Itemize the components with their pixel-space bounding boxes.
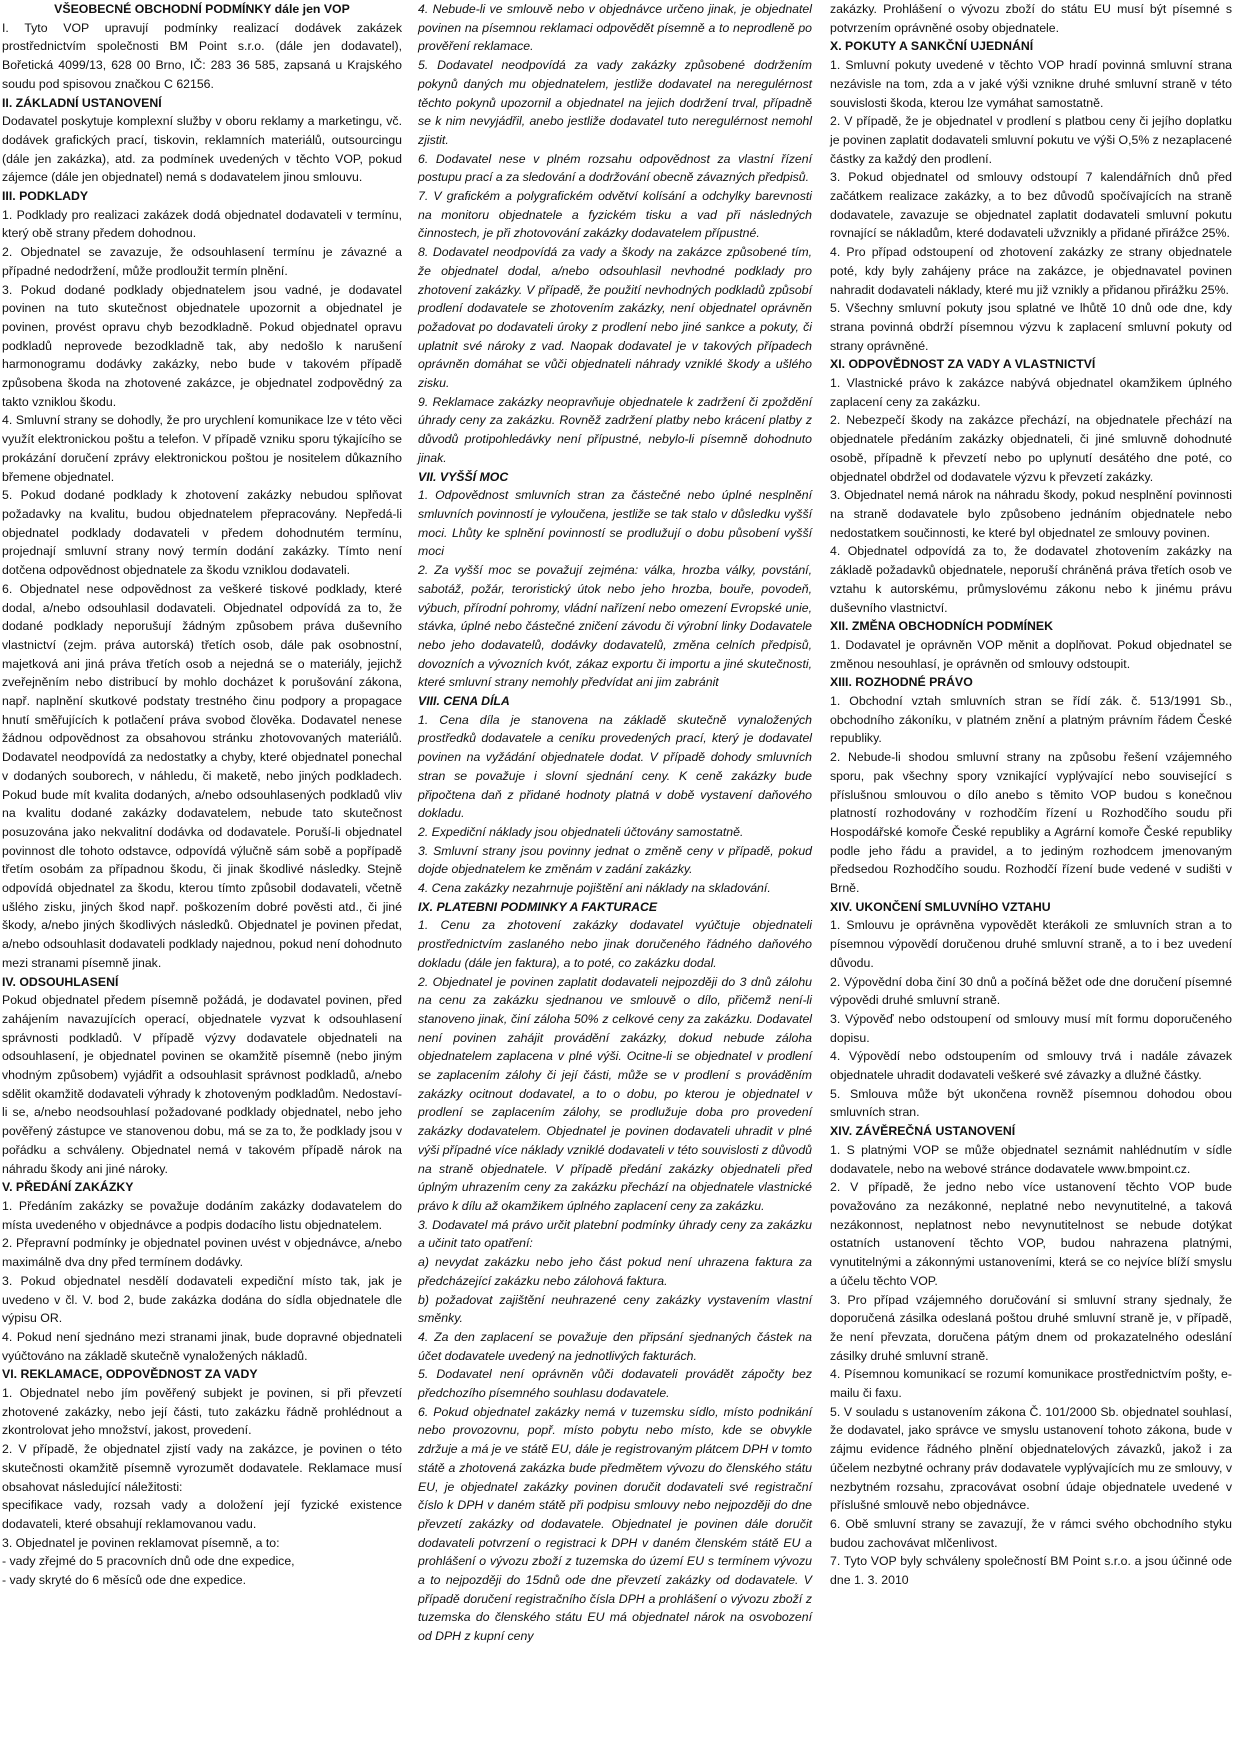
paragraph: specifikace vady, rozsah vady a doložení její fyzické existence dodavateli, které obsahují reklamovanou vadu. bbox=[2, 1498, 402, 1531]
section-heading: XIV. ZÁVĚREČNÁ USTANOVENÍ bbox=[830, 1124, 1016, 1139]
section bbox=[418, 0, 812, 468]
paragraph: 3. Výpověď nebo odstoupení od smlouvy musí mít formu doporučeného dopisu. bbox=[830, 1011, 1232, 1045]
paragraph: 2. Objednatel se zavazuje, že odsouhlasení termínu je závazné a případné nedodržení, může prodloužit termín plnění. bbox=[2, 245, 402, 278]
paragraph: 5. Dodavatel není oprávněn vůči dodavateli provádět zápočty bez předchozího písemného souhlasu dodavatele. bbox=[418, 1367, 813, 1401]
paragraph: 4. Cena zakázky nezahrnuje pojištění ani náklady na skladování. bbox=[418, 881, 771, 896]
column-1 bbox=[0, 0, 412, 1753]
paragraph: 2. V případě, že objednatel zjistí vady na zakázce, je povinen o této skutečnosti okamžitě písemně vyrozumět dodavatele. Reklamace musí obsahovat následující náležitosti: bbox=[2, 1442, 402, 1494]
paragraph: 4. Nebude-li ve smlouvě nebo v objednávce určeno jinak, je objednatel povinen na písemnou reklamaci odpovědět písemně a to neprodleně po prověření reklamace. bbox=[418, 2, 813, 54]
section bbox=[2, 1178, 402, 1365]
paragraph: 4. Pokud není sjednáno mezi stranami jinak, bude dopravné objednateli vyúčtováno na základě skutečně vynaložených nákladů. bbox=[2, 1329, 402, 1363]
paragraph: 6. Obě smluvní strany se zavazují, že v rámci svého obchodního styku budou zachovávat mlčenlivost. bbox=[830, 1516, 1232, 1550]
paragraph: 4. Objednatel odpovídá za to, že dodavatel zhotovením zakázky na základě požadavků objednatele, neporuší chráněná práva třetích osob ve vztahu k autorskému, průmyslovému zákonu nebo k jinému právu duševního vlastnictví. bbox=[830, 544, 1232, 615]
paragraph: 1. Odpovědnost smluvních stran za částečné nebo úplné nesplnění smluvních povinností je vyloučena, jestliže se tak stalo v důsledku vyšší moci. Lhůty ke splnění povinností se prodlužují o dobu působení vyšší moci bbox=[418, 488, 813, 559]
paragraph: 1. Smlouvu je oprávněna vypovědět kterákoli ze smluvních stran a to písemnou výpovědí doručenou druhé smluvní straně, a to i bez uvedení důvodu. bbox=[830, 918, 1232, 970]
paragraph: b) požadovat zajištění neuhrazené ceny zakázky vystavením vlastní směnky. bbox=[418, 1292, 813, 1326]
paragraph: Pokud objednatel předem písemně požádá, je dodavatel povinen, před zahájením navazujících operací, objednatele vyzvat k odsouhlasení správnosti podkladů. V případě výzvy dodavatele objednateli na odsouhlasení, je objednatel povinen se okamžitě písemně (nebo jiným vhodným způsobem) vyjádřit a odsouhlasit správnost podkladů, a/nebo sdělit okamžitě dodavateli výhrady k zhotoveným podkladům. Nedostaví-li se, a/nebo neodsouhlasí požadované podklady objednatel, nebo jeho pověřený zástupce ve stanovenou dobu, má se za to, že podklady jsou v pořádku a schváleny. Objednatel nemá v takovém případě nárok na náhradu škody ani jiné nároky. bbox=[2, 993, 402, 1176]
section-heading: IX. PLATEBNI PODMINKY A FAKTURACE bbox=[418, 899, 658, 914]
section bbox=[2, 94, 402, 188]
paragraph: 6. Objednatel nese odpovědnost za veškeré tiskové podklady, které dodal, a/nebo odsouhlasil dodavateli. Objednatel odpovídá za to, že dodané podklady neporušují žádným způsobem práva duševního vlastnictví (zejm. práva autorská) třetích osob, dále pak osobnostní, majetková ani jiná práva třetích osob a nejedná se o materiály, jejichž zveřejněním nebo distribucí by mohlo docházet k porušování zákona, např. naplnění skutkové podstaty trestného činu podpory a propagace hnutí směřujících k potlačení práva svobod člověka. Dodavatel nenese žádnou odpovědnost za obsahovou stránku zhotovovaných materiálů. Dodavatel neodpovídá za nedostatky a chyby, které objednatel ponechal v dodaných souborech, v náhledu, či maketě, nebo jiných podkladech. Pokud bude mít kvalita dodaných, a/nebo odsouhlasených podkladů vliv na kvalitu dodané zakázky dodavatelem, nebude tato skutečnost posuzována jako nekvalitní dodávka od dodavatele. Poruší-li objednatel povinnost dle tohoto odstavce, odpovídá výlučně sám sobě a popřípadě třetím osobám za případnou škodu, či jinak škodlivé následky. Stejně odpovídá objednatel za škodu, kterou tímto způsobil dodavateli, včetně ušlého zisku, jiných škod např. poškozením dobré pověsti atd., či jiné škody, a/nebo jiných škodlivých následků. Objednatel je povinen předat, a/nebo odsouhlasit dodavateli podklady najednou, pokud není dohodnuto mezi stranami písemně jinak. bbox=[2, 581, 402, 970]
section-heading: VI. REKLAMACE, ODPOVĚDNOST ZA VADY bbox=[2, 1367, 258, 1382]
paragraph: 7. V grafickém a polygrafickém odvětví kolísání a odchylky barevnosti na monitoru objednatele a fyzickém tisku a vad při následných činnostech, je při zhotovování zakázky dodavatelem přípustné. bbox=[418, 189, 813, 241]
paragraph: - vady zřejmé do 5 pracovních dnů ode dne expedice, bbox=[2, 1554, 295, 1569]
paragraph: 9. Reklamace zakázky neopravňuje objednatele k zadržení či zpoždění úhrady ceny za zakázku. Rovněž zadržení platby nebo krácení platby z důvodů protipohledávky není přípustné, nebylo-li písemně dohodnuto jinak. bbox=[418, 394, 813, 465]
section-heading: XIII. ROZHODNÉ PRÁVO bbox=[830, 675, 973, 690]
paragraph: a) nevydat zakázku nebo jeho část pokud není uhrazena faktura za předcházející zakázku nebo zálohová faktura. bbox=[418, 1255, 813, 1288]
section bbox=[2, 187, 402, 973]
paragraph: 1. Předáním zakázky se považuje dodáním zakázky dodavatelem do místa uvedeného v objednávce a podpis dodacího listu objednatelem. bbox=[2, 1199, 402, 1232]
section-heading: IV. ODSOUHLASENÍ bbox=[2, 974, 119, 989]
paragraph: 3. Objednatel je povinen reklamovat písemně, a to: bbox=[2, 1535, 280, 1550]
paragraph: I. Tyto VOP upravují podmínky realizací dodávek zakázek prostřednictvím společnosti BM Point s.r.o. (dále jen dodavatel), Bořetická 4099/13, 628 00 Brno, IČ: 283 36 585, zapsaná u Krajského soudu pod spisovou značkou C 62156. bbox=[2, 20, 402, 91]
section-heading: X. POKUTY A SANKČNÍ UJEDNÁNÍ bbox=[830, 39, 1034, 54]
paragraph: 2. Za vyšší moc se považují zejména: válka, hrozba války, povstání, sabotáž, požár, teroristický útok nebo jeho hrozba, bouře, povodeň, výbuch, přírodní pohromy, vládní nařízení nebo omezení Evropské unie, stávka, úplné nebo částečné zničení závodu či výrobní linky Dodavatele nebo jeho dodavatelů, dodávky dodavatelů, změna celních předpisů, dovozních a vývozních kvót, zákaz exportu či importu a jiné skutečnosti, které smluvní strany nemohly předvídat ani jim zabránit bbox=[418, 563, 813, 690]
paragraph: 3. Pokud objednatel nesdělí dodavateli expediční místo tak, jak je uvedeno v čl. V. bod 2, bude zakázka dodána do sídla objednatele dle výpisu OR. bbox=[2, 1273, 402, 1326]
paragraph: 3. Smluvní strany jsou povinny jednat o změně ceny v případě, pokud dojde objednatelem ke změnám v zadání zakázky. bbox=[418, 843, 813, 877]
paragraph: 3. Pokud objednatel od smlouvy odstoupí 7 kalendářních dnů před začátkem realizace zakázky, a to bez důvodů spočívajících na straně dodavatele, zavazuje se objednatel zaplatit dodavateli smluvní pokutu rovnající se nákladům, které dodavateli užvznikly a přidané přirážce 25%. bbox=[830, 170, 1232, 241]
paragraph: 1. Cenu za zhotovení zakázky dodavatel vyúčtuje objednateli prostřednictvím zaslaného nebo jinak doručeného řádného daňového dokladu (dále jen faktura), a to poté, co zakázku dodal. bbox=[418, 918, 813, 970]
paragraph: 5. Všechny smluvní pokuty jsou splatné ve lhůtě 10 dnů ode dne, kdy strana povinná obdrží písemnou výzvu k zaplacení smluvní pokuty od strany oprávněné. bbox=[830, 301, 1232, 353]
section bbox=[418, 692, 812, 898]
paragraph: 5. Pokud dodané podklady k zhotovení zakázky nebudou splňovat požadavky na kvalitu, budou objednatelem přepracovány. Nepředá-li objednatel podklady dodavateli v předem dohodnutém termínu, projednají smluvní strany nový termín dodání zakázky. Tímto není dotčena odpovědnost objednatele za škodu vzniklou dodavateli. bbox=[2, 488, 402, 578]
paragraph: 3. Pro případ vzájemného doručování si smluvní strany sjednaly, že doporučená zásilka odeslaná poštou druhé smluvní straně je, v případě, že není převzata, doručena pátým dnem od prokazatelného odeslání zásilky druhé smluvní straně. bbox=[830, 1292, 1232, 1363]
section-heading: VII. VYŠŠÍ MOC bbox=[418, 469, 509, 484]
section bbox=[830, 0, 1232, 37]
section bbox=[830, 355, 1232, 617]
paragraph: 3. Objednatel nemá nárok na náhradu škody, pokud nesplnění povinnosti na straně dodavatele bylo způsobeno jednáním objednatele nebo nedostatkem součinnosti, ke které byl objednatel ze smlouvy povinen. bbox=[830, 488, 1232, 540]
paragraph: 2. Expediční náklady jsou objednateli účtovány samostatně. bbox=[418, 824, 744, 839]
column-2 bbox=[412, 0, 824, 1753]
section bbox=[418, 898, 812, 1646]
section-heading: II. ZÁKLADNÍ USTANOVENÍ bbox=[2, 95, 162, 110]
section bbox=[418, 468, 812, 692]
document-title: VŠEOBECNÉ OBCHODNÍ PODMÍNKY dále jen VOP bbox=[54, 2, 350, 16]
column-3 bbox=[824, 0, 1236, 1753]
section bbox=[830, 898, 1232, 1122]
section bbox=[830, 673, 1232, 897]
paragraph: 5. Dodavatel neodpovídá za vady zakázky způsobené dodržením pokynů daných mu objednatelem, jestliže dodavatel na neregulérnost těchto pokynů upozornil a objednatel na jejich dodržení trval, případně se k nim nevyjádřil, anebo jestliže dodavatel tuto neregulérnost nemohl zjistit. bbox=[418, 58, 813, 147]
section bbox=[2, 973, 402, 1179]
paragraph: 2. V případě, že je objednatel v prodlení s platbou ceny či jejího doplatku je povinen zaplatit dodavateli smluvní pokutu ve výši O,5% z nezaplacené částky za každý den prodlení. bbox=[830, 114, 1232, 166]
section bbox=[2, 1365, 402, 1589]
paragraph: 2. Nebezpečí škody na zakázce přechází, na objednatele přechází na objednatele předáním zakázky objednateli, či jiné smluvně dohodnuté osobě, případně k převzetí nebo po uplynutí desátého dne poté, co objednatel obdržel od dodavatele výzvu k převzetí zakázky. bbox=[830, 413, 1232, 484]
paragraph: 1. Obchodní vztah smluvních stran se řídí zák. č. 513/1991 Sb., obchodního zákoníku, v platném znění a platným právním řádem České republiky. bbox=[830, 694, 1232, 746]
section bbox=[830, 1122, 1232, 1590]
section-heading: VIII. CENA DÍLA bbox=[418, 694, 510, 709]
section-heading: XIV. UKONČENÍ SMLUVNÍHO VZTAHU bbox=[830, 899, 1051, 914]
paragraph: 4. Pro případ odstoupení od zhotovení zakázky ze strany objednatele poté, kdy byly zahájeny práce na zakázce, je objednavatel povinen nahradit dodavateli náklady, které mu již vznikly a přidanou přirážku 25%. bbox=[830, 245, 1232, 297]
paragraph: 3. Pokud dodané podklady objednatelem jsou vadné, je dodavatel povinen na tuto skutečnost objednatele upozornit a objednatel je povinen, provést opravu chyb bezodkladně. Pokud objednatel opravu podkladů neprovede bezodkladně tak, aby nedošlo k narušení harmonogramu dodávky zakázky, nebo bude v takovém případě způsobena škoda na zhotovené zakázce, je objednatel zodpovědný za takto vzniklou škodu. bbox=[2, 282, 402, 409]
paragraph: zakázky. Prohlášení o vývozu zboží do státu EU musí být písemné s potvrzením oprávněné osoby objednatele. bbox=[830, 2, 1232, 35]
section-heading: XII. ZMĚNA OBCHODNÍCH PODMÍNEK bbox=[830, 619, 1053, 634]
section-heading: XI. ODPOVĚDNOST ZA VADY A VLASTNICTVÍ bbox=[830, 357, 1096, 372]
paragraph: Dodavatel poskytuje komplexní služby v oboru reklamy a marketingu, vč. dodávek grafických prací, tiskovin, reklamních materiálů, outsourcingu (dále jen zakázka), atd. za podmínek uvedených v těchto VOP, pokud zájemce (dále jen objednatel) nemá s dodavatelem jinou smlouvu. bbox=[2, 114, 402, 185]
paragraph: 4. Za den zaplacení se považuje den připsání sjednaných částek na účet dodavatele uvedený na jednotlivých fakturách. bbox=[418, 1329, 813, 1363]
section bbox=[830, 37, 1232, 355]
paragraph: 2. V případě, že jedno nebo více ustanovení těchto VOP bude považováno za nezákonné, neplatné nebo nevynutitelné, a taková nezákonnost, neplatnost nebo nevynutitelnost se nebude dotýkat ostatních ustanovení těchto VOP, budou nahrazena platnými, vynutitelnými a zákonnými ustanoveními, která se co nejvíce blíží smyslu a účelu těchto VOP. bbox=[830, 1180, 1232, 1288]
paragraph: 1. Smluvní pokuty uvedené v těchto VOP hradí povinná smluvní strana nezávisle na tom, zda a v jaké výši vznikne druhé smluvní straně v této souvislosti škoda, kterou lze vymáhat samostatně. bbox=[830, 58, 1232, 110]
paragraph: 2. Nebude-li shodou smluvní strany na způsobu řešení vzájemného sporu, pak všechny spory vznikající vyplývající nebo související s příslušnou smlouvou o dílo anebo s těmito VOP budou s konečnou platností rozhodovány v rozhodčím řízení u Rozhodčího soudu při Hospodářské komoře České republiky a Agrární komoře České republiky podle jeho řádu a pravidel, a to jediným rozhodcem jmenovaným předsedou Rozhodčího soudu. Rozhodčí řízení bude vedené v sudišti v Brně. bbox=[830, 750, 1232, 896]
section-heading: III. PODKLADY bbox=[2, 189, 89, 204]
paragraph: 2. Přepravní podmínky je objednatel povinen uvést v objednávce, a/nebo maximálně dva dny před termínem dodávky. bbox=[2, 1236, 402, 1270]
section bbox=[2, 19, 402, 94]
paragraph: 1. Podklady pro realizaci zakázek dodá objednatel dodavateli v termínu, který obě strany předem dohodnou. bbox=[2, 207, 402, 241]
paragraph: 6. Dodavatel nese v plném rozsahu odpovědnost za vlastní řízení postupu prací a za sledování a dodržování obecně závazných předpisů. bbox=[418, 151, 813, 185]
paragraph: 2. Objednatel je povinen zaplatit dodavateli nejpozději do 3 dnů zálohu na cenu za zakázku sjednanou ve smlouvě o dílo, přičemž není-li stanoveno jinak, činí záloha 50% z celkové ceny za zakázku. Dodavatel není povinen zahájit provádění zakázky, dokud nebude záloha objednatelem zaplacena v plné výši. Ocitne-li se objednatel v prodlení se zaplacením zálohy či její části, může se v prodlení s prováděním zakázky ocitnout dodavatel, a to o dobu, po kterou je objednatel v prodlení se zaplacením zálohy, se prodlužuje doba pro provedení zakázky dodavatelem. Objednatel je povinen dodavateli uhradit v plné výši případné více náklady vzniklé dodavateli v této souvislosti z důvodů na straně objednatele. V případě předání zakázky objednateli před úplným uhrazením ceny za zakázku přechází na objednatele vlastnické právo k dílu až okamžikem úplného zaplacení ceny za zakázku. bbox=[418, 974, 813, 1213]
paragraph: 1. S platnými VOP se může objednatel seznámit nahlédnutím v sídle dodavatele, nebo na webové stránce dodavatele www.bmpoint.cz. bbox=[830, 1142, 1232, 1176]
paragraph: - vady skryté do 6 měsíců ode dne expedice. bbox=[2, 1573, 247, 1588]
paragraph: 5. V souladu s ustanovením zákona Č. 101/2000 Sb. objednatel souhlasí, že dodavatel, jako správce ve smyslu ustanovení tohoto zákona, bude v zájmu evidence řádného plnění objednatelových závazků, jakož i za účelem nezbytné ochrany práv dodavatele vyplývajících mu ze smlouvy, v nezbytném rozsahu, zpracovávat osobní údaje objednatele uvedené v příslušné smlouvě nebo objednávce. bbox=[830, 1404, 1232, 1513]
section bbox=[830, 617, 1232, 673]
paragraph: 1. Vlastnické právo k zakázce nabývá objednatel okamžikem úplného zaplacení ceny za zakázku. bbox=[830, 376, 1232, 409]
paragraph: 1. Dodavatel je oprávněn VOP měnit a doplňovat. Pokud objednatel se změnou nesouhlasí, je oprávněn od smlouvy odstoupit. bbox=[830, 637, 1232, 671]
paragraph: 4. Výpovědí nebo odstoupením od smlouvy trvá i nadále závazek objednatele uhradit dodavateli veškeré své závazky a dlužné částky. bbox=[830, 1049, 1232, 1083]
paragraph: 3. Dodavatel má právo určit platební podmínky úhrady ceny za zakázku a učinit tato opatření: bbox=[418, 1217, 813, 1251]
paragraph: 5. Smlouva může být ukončena rovněž písemnou dohodou obou smluvních stran. bbox=[830, 1086, 1232, 1120]
paragraph: 1. Cena díla je stanovena na základě skutečně vynaložených prostředků dodavatele a ceníku provedených prací, který je dodavatel povinen na vyžádání objednatele dodat. V případě dohody smluvních stran se považuje i slovní sjednání ceny. K ceně zakázky bude připočtena daň z přidané hodnoty platná v době vystavení daňového dokladu. bbox=[418, 712, 813, 821]
paragraph: 8. Dodavatel neodpovídá za vady a škody na zakázce způsobené tím, že objednatel dodal, a/nebo odsouhlasil nevhodné podklady pro zhotovení zakázky. V případě, že použití nevhodných podkladů způsobí prodlení dodavatele se zhotovením zakázky, není objednatel oprávněn požadovat po dodavateli úroky z prodlení nebo jiné sankce a pokuty, či uplatnit své nároky z vad. Naopak dodavatel je v takových případech oprávněn domáhat se vůči objednateli náhrady vzniklé škody a ušlého zisku. bbox=[418, 245, 813, 391]
paragraph: 6. Pokud objednatel zakázky nemá v tuzemsku sídlo, místo podnikání nebo provozovnu, popř. místo pobytu nebo místo, kde se obvykle zdržuje a má je ve státě EU, dále je registrovaným plátcem DPH v tomto státě a zhotovená zakázka bude předmětem vývozu do členského státu EU, je objednatel zakázky povinen doručit dodavateli své registrační číslo k DPH v daném státě při podpisu smlouvy nebo nejpozději do dne převzetí zakázky od dodavatele. Objednatel je povinen dále doručit dodavateli potvrzení o registraci k DPH v daném členském státě EU a prohlášení o vývozu zboží z tuzemska do území EU s termínem vývozu a to nejpozději do 15dnů ode dne převzetí zakázky od dodavatele. V případě doručení registračního čísla DPH a prohlášení o vývozu zboží z tuzemska do členského státu EU má objednatel nárok na osvobození od DPH z kupní ceny bbox=[418, 1404, 813, 1644]
paragraph: 2. Výpovědní doba činí 30 dnů a počíná běžet ode dne doručení písemné výpovědi druhé smluvní straně. bbox=[830, 974, 1232, 1008]
paragraph: 7. Tyto VOP byly schváleny společností BM Point s.r.o. a jsou účinné ode dne 1. 3. 2010 bbox=[830, 1554, 1232, 1588]
paragraph: 4. Smluvní strany se dohodly, že pro urychlení komunikace lze v této věci využít elektronickou poštu a telefon. V případě vzniku sporu týkajícího se prokázání doručení zprávy elektronickou poštou je nositelem důkazního břemene objednatel. bbox=[2, 413, 402, 484]
paragraph: 1. Objednatel nebo jím pověřený subjekt je povinen, si při převzetí zhotovené zakázky, nebo její části, tuto zakázku řádně prohlédnout a zkontrolovat jeho množství, jakost, provedení. bbox=[2, 1386, 402, 1438]
section-heading: V. PŘEDÁNÍ ZAKÁZKY bbox=[2, 1180, 134, 1195]
paragraph: 4. Písemnou komunikací se rozumí komunikace prostřednictvím pošty, e-mailu či faxu. bbox=[830, 1367, 1232, 1401]
